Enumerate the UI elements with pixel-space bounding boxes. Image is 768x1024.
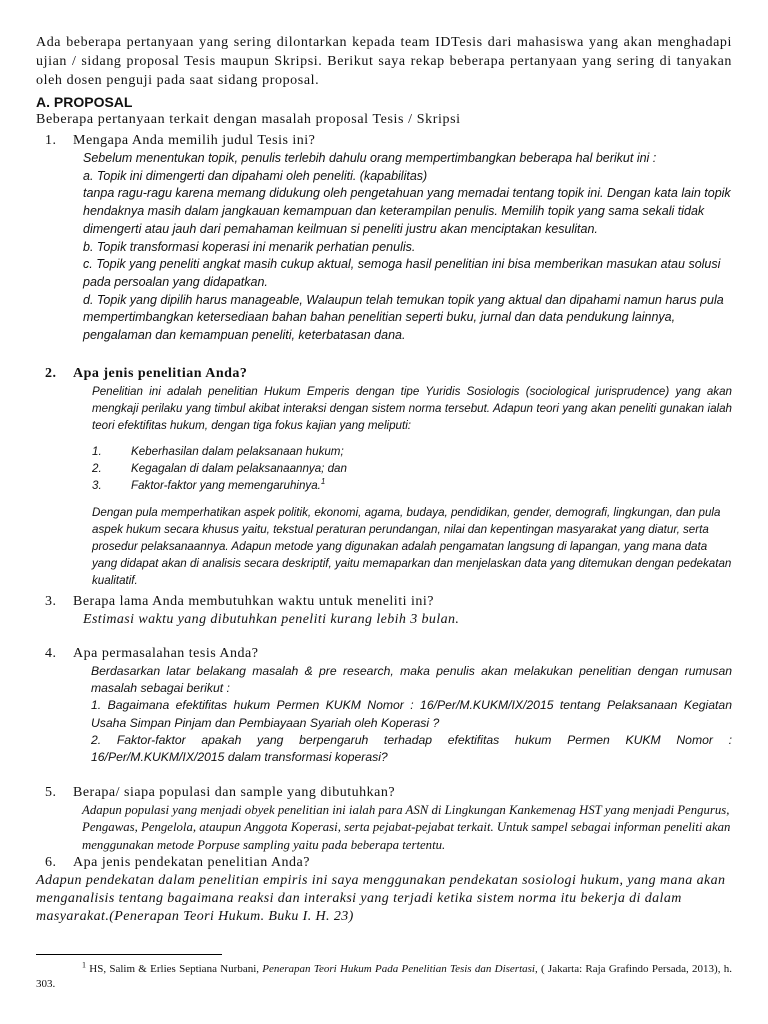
answer-line: b. Topik transformasi koperasi ini menarik perhatian penulis. [83,239,416,254]
section-subtitle: Beberapa pertanyaan terkait dengan masalah proposal Tesis / Skripsi [36,112,461,127]
answer-line: 2. Faktor-faktor apakah yang berpengaruh terhadap efektifitas hukum Permen KUKM Nomor : 16/Per/M.KUKM/IX/2015 dalam transformasi koperasi? [91,732,732,765]
question-number: 4. [45,645,57,661]
answer-line: a. Topik ini dimengerti dan dipahami oleh peneliti. (kapabilitas) [83,168,428,183]
section-title: A. PROPOSAL [36,94,133,110]
question-2 [36,365,732,383]
answer-1 [83,150,732,345]
answer-5 [82,802,732,855]
answer-line: tanpa ragu-ragu karena memang didukung oleh pengetahuan yang memadai tentang topik ini. Dengan kata lain topik hendaknya masih dalam jangkauan kemampuan dan keterampilan penulis. Memilih topik yang sama sekali tidak dimengerti atau jauh dari pemahaman keilmuan si peneliti justru akan menciptakan kesulitan. [83,186,731,236]
answer-line: Berdasarkan latar belakang masalah & pre research, maka penulis akan melakukan penelitian dengan rumusan masalah sebagai berikut : [91,663,732,696]
footnote-mark: 1 [82,960,86,970]
intro-paragraph: Ada beberapa pertanyaan yang sering dilontarkan kepada team IDTesis dari mahasiswa yang akan menghadapi ujian / sidang proposal Tesis maupun Skripsi. Berikut saya rekap beberapa pertanyaan yang sering di tanyakan oleh dosen penguji pada saat sidang proposal. [36,35,732,88]
question-text: Apa permasalahan tesis Anda? [73,645,259,661]
answer-2 [92,383,732,589]
footnote-text-b: , ( Jakarta: Raja Grafindo Persada, 2013), h. 303. [36,963,733,990]
question-text: Mengapa Anda memilih judul Tesis ini? [73,133,316,148]
question-text: Berapa/ siapa populasi dan sample yang dibutuhkan? [73,784,396,800]
answer-line: c. Topik yang peneliti angkat masih cukup aktual, semoga hasil penelitian ini bisa memberikan masukan atau solusi pada persoalan yang didapatkan. [83,257,721,289]
answer-3: Estimasi waktu yang dibutuhkan peneliti kurang lebih 3 bulan. [83,611,460,627]
question-text: Apa jenis pendekatan penelitian Anda? [73,855,310,871]
question-number: 2. [45,365,57,381]
question-text: Berapa lama Anda membutuhkan waktu untuk meneliti ini? [73,593,434,609]
footnote-text-a: HS, Salim & Erlies Septiana Nurbani, [86,963,263,975]
question-number: 6. [45,855,57,871]
answer-line: 1. Bagaimana efektifitas hukum Permen KUKM Nomor : 16/Per/M.KUKM/IX/2015 tentang Pelaksanaan Kegiatan Usaha Simpan Pinjam dan Pembiayaan Syariah oleh Koperasi ? [91,698,732,730]
footnote-divider [36,954,222,955]
question-4 [36,645,732,663]
answer-paragraph: Adapun populasi yang menjadi obyek penelitian ini ialah para ASN di Lingkungan Kankemenag HST yang menjadi Pengurus, Pengawas, Pengelola, ataupun Anggota Koperasi, serta pejabat-pejabat terkait. Untuk sampel sebagai informan peneliti akan menggunakan metode Porpuse sampling yaitu pada beberapa tertentu. [82,802,731,852]
answer-6: Adapun pendekatan dalam penelitian empiris ini saya menggunakan pendekatan sosiologi hukum, yang mana akan menganalisis tentang bagaimana reaksi dan interaksi yang terjadi ketika sistem norma itu bekerja di dalam masyarakat.(Penerapan Teori Hukum. Buku I. H. 23) [36,873,726,925]
answer-paragraph: Dengan pula memperhatikan aspek politik, ekonomi, agama, budaya, pendidikan, gender, demografi, lingkungan, dan pula aspek hukum secara khusus yaitu, tekstual peraturan perundangan, nilai dan kepentingan masyarakat yang diatur, serta prosedur pelaksanaannya. Adapun metode yang digunakan adalah pengamatan langsung di lapangan, yang mana data yang didapat akan di analisis secara deskriptif, yaitu memaparkan dan menjelaskan data yang ditemukan dengan pedekatan kualitatif. [92,505,732,587]
question-number: 1. [45,133,57,148]
list-item: 3. Faktor-faktor yang memengaruhinya.$^1$ [92,476,326,492]
footnote [36,962,732,992]
answer-line: d. Topik yang dipilih harus manageable, Walaupun telah temukan topik yang aktual dan dipahami namun harus pula mempertimbangkan ketersediaan bahan bahan penelitian seperti buku, jurnal dan data pendukung lainnya, pengalaman dan kemampuan peneliti, keterbatasan dana. [83,292,724,343]
answer-4 [91,663,732,767]
question-3 [36,593,732,611]
list-item: 2. Kegagalan di dalam pelaksanaannya; dan [92,461,347,475]
answer-paragraph: Penelitian ini adalah penelitian Hukum Emperis dengan tipe Yuridis Sosiologis (sociological jurisprudence) yang akan mengkaji perilaku yang timbul akibat interaksi dengan sistem norma tersebut. Adapun teori yang akan peneliti gunakan ialah teori efektifitas hukum, dengan tiga fokus kajian yang meliputi: [92,384,732,432]
question-text: Apa jenis penelitian Anda? [73,365,248,381]
question-number: 3. [45,593,57,609]
focus-list [92,443,732,494]
list-item: 1. Keberhasilan dalam pelaksanaan hukum; [92,444,344,458]
footnote-reference[interactable]: 1 [320,476,326,486]
question-number: 5. [45,784,57,800]
question-5 [36,784,732,802]
footnote-book-title: Penerapan Teori Hukum Pada Penelitian Tesis dan Disertasi [262,963,535,975]
answer-line: Sebelum menentukan topik, penulis terlebih dahulu orang mempertimbangkan beberapa hal berikut ini : [83,151,657,165]
document-page [36,33,732,926]
question-6 [36,854,732,872]
question-1 [36,132,732,150]
